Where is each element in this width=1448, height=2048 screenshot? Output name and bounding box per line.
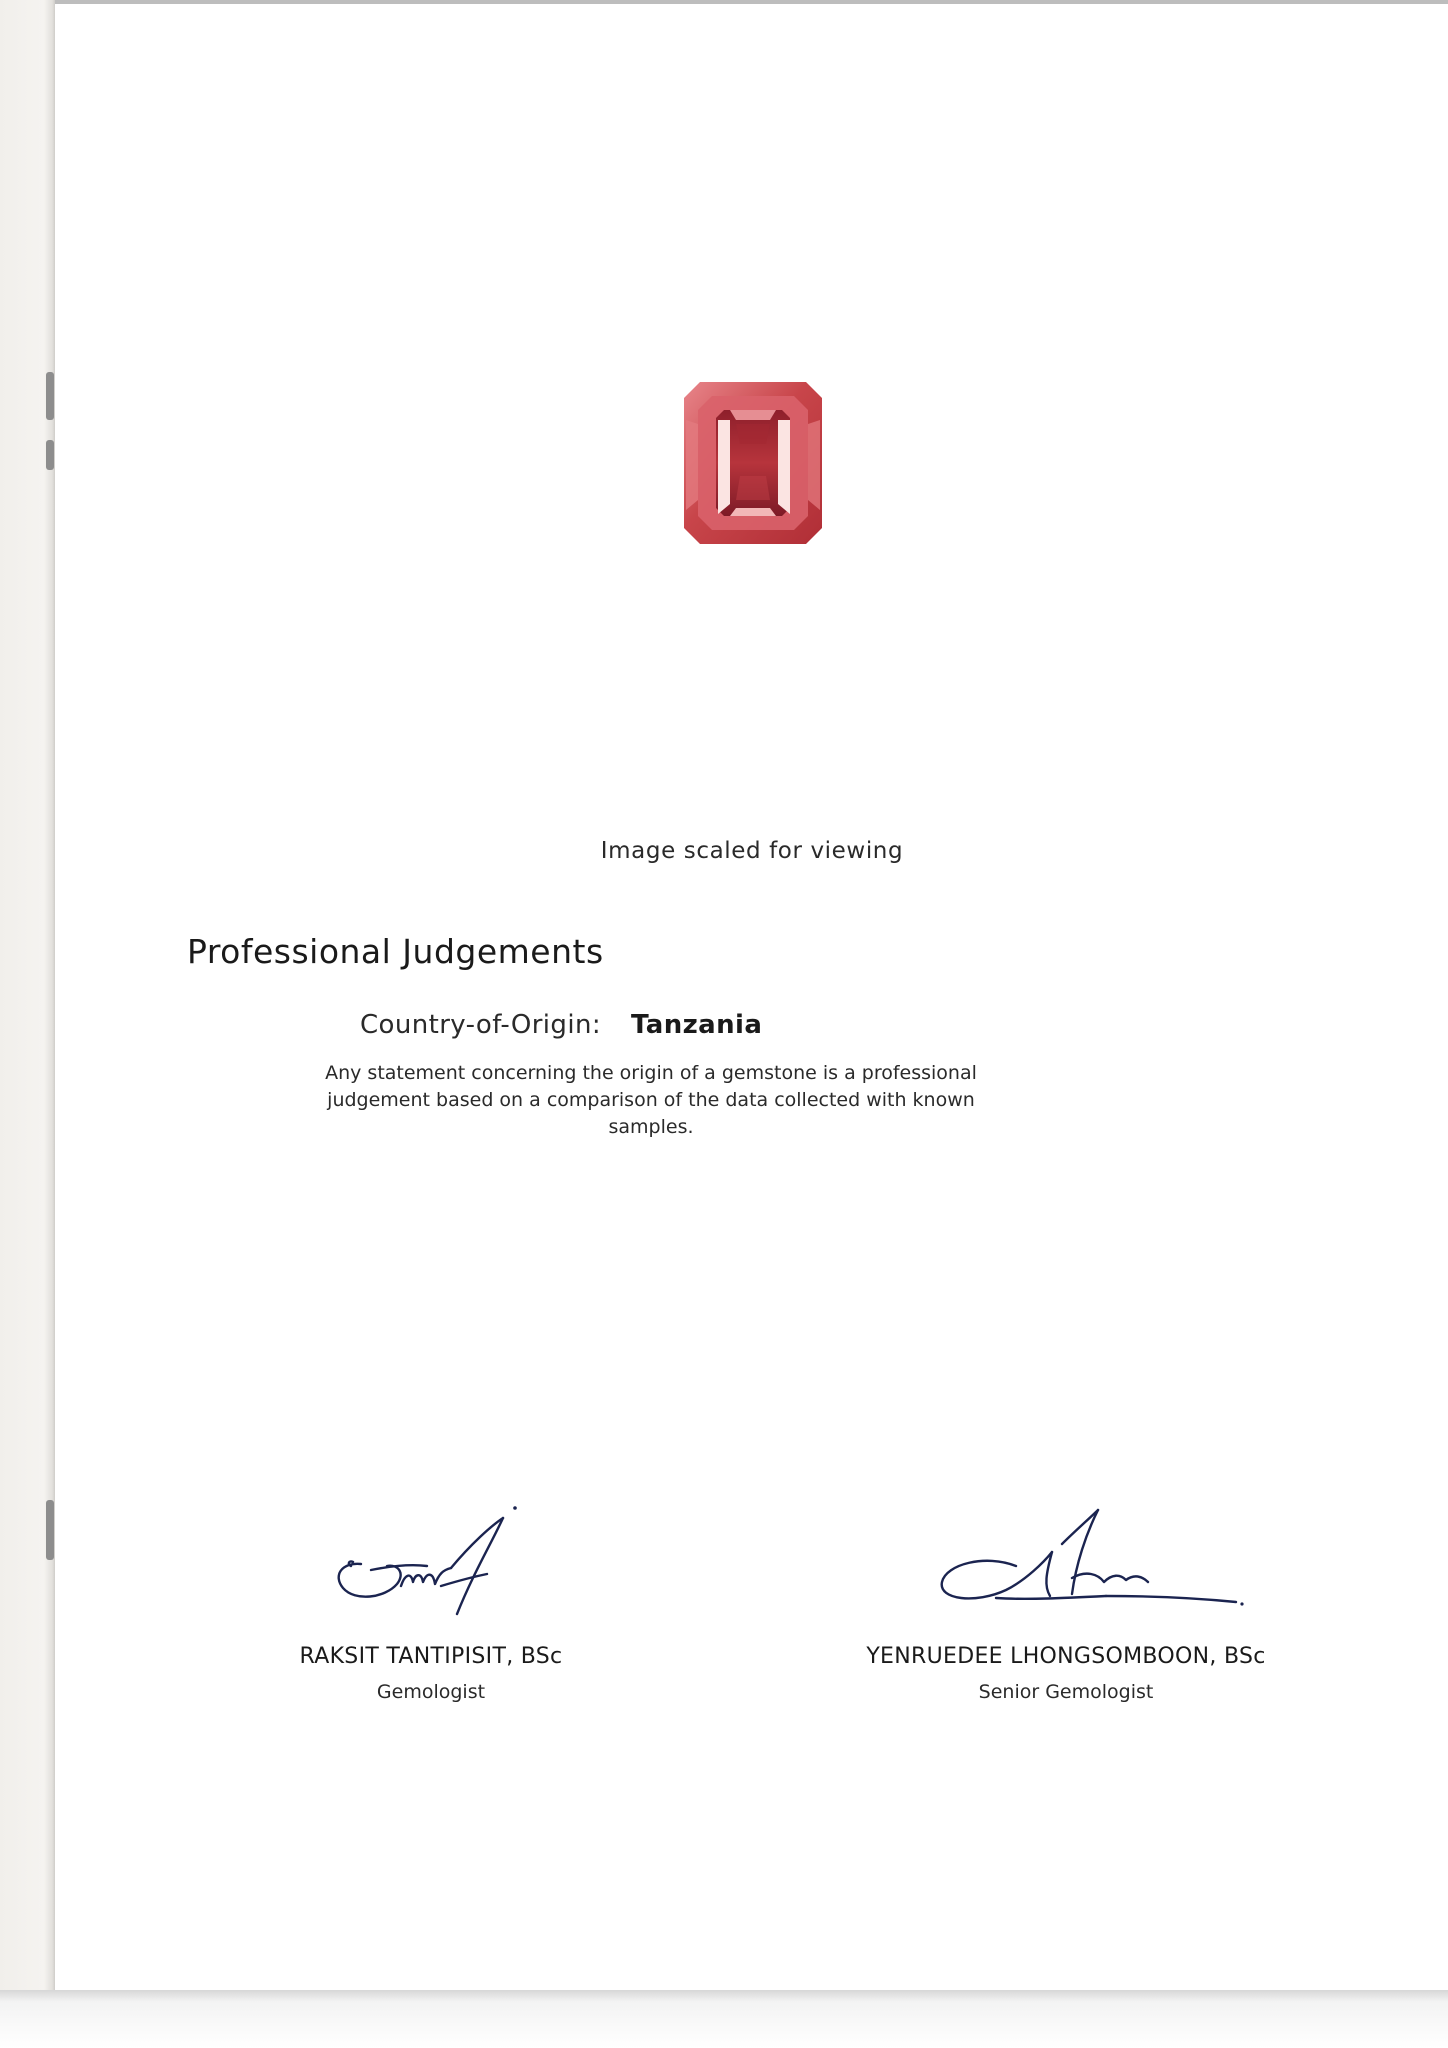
handwritten-signature <box>876 1504 1256 1634</box>
signatory-title: Gemologist <box>376 1681 486 1703</box>
binding-mark <box>46 440 54 470</box>
signatory-name: RAKSIT TANTIPISIT, BSc <box>299 1644 563 1669</box>
origin-value: Tanzania <box>630 1010 763 1040</box>
handwritten-signature <box>301 1504 561 1634</box>
scan-binding-margin <box>0 0 55 2000</box>
image-caption: Image scaled for viewing <box>600 838 904 864</box>
signature-block-gemologist <box>196 1504 666 1703</box>
origin-disclaimer: Any statement concerning the origin of a gemstone is a professional judgement based on a comparison of the data collected with known samples. <box>325 1062 977 1138</box>
signature-block-senior-gemologist <box>831 1504 1301 1703</box>
section-title: Professional Judgements <box>187 932 604 971</box>
gemstone-photo <box>678 380 878 546</box>
binding-mark <box>46 372 54 420</box>
scan-bottom-edge <box>0 1990 1448 2048</box>
origin-label: Country-of-Origin: <box>360 1010 601 1040</box>
signatory-name: YENRUEDEE LHONGSOMBOON, BSc <box>866 1644 1266 1669</box>
binding-mark <box>46 1500 54 1560</box>
signatory-title: Senior Gemologist <box>978 1681 1154 1703</box>
origin-row <box>360 1010 762 1040</box>
certificate-page <box>56 4 1448 1990</box>
gemstone-image <box>678 380 878 546</box>
